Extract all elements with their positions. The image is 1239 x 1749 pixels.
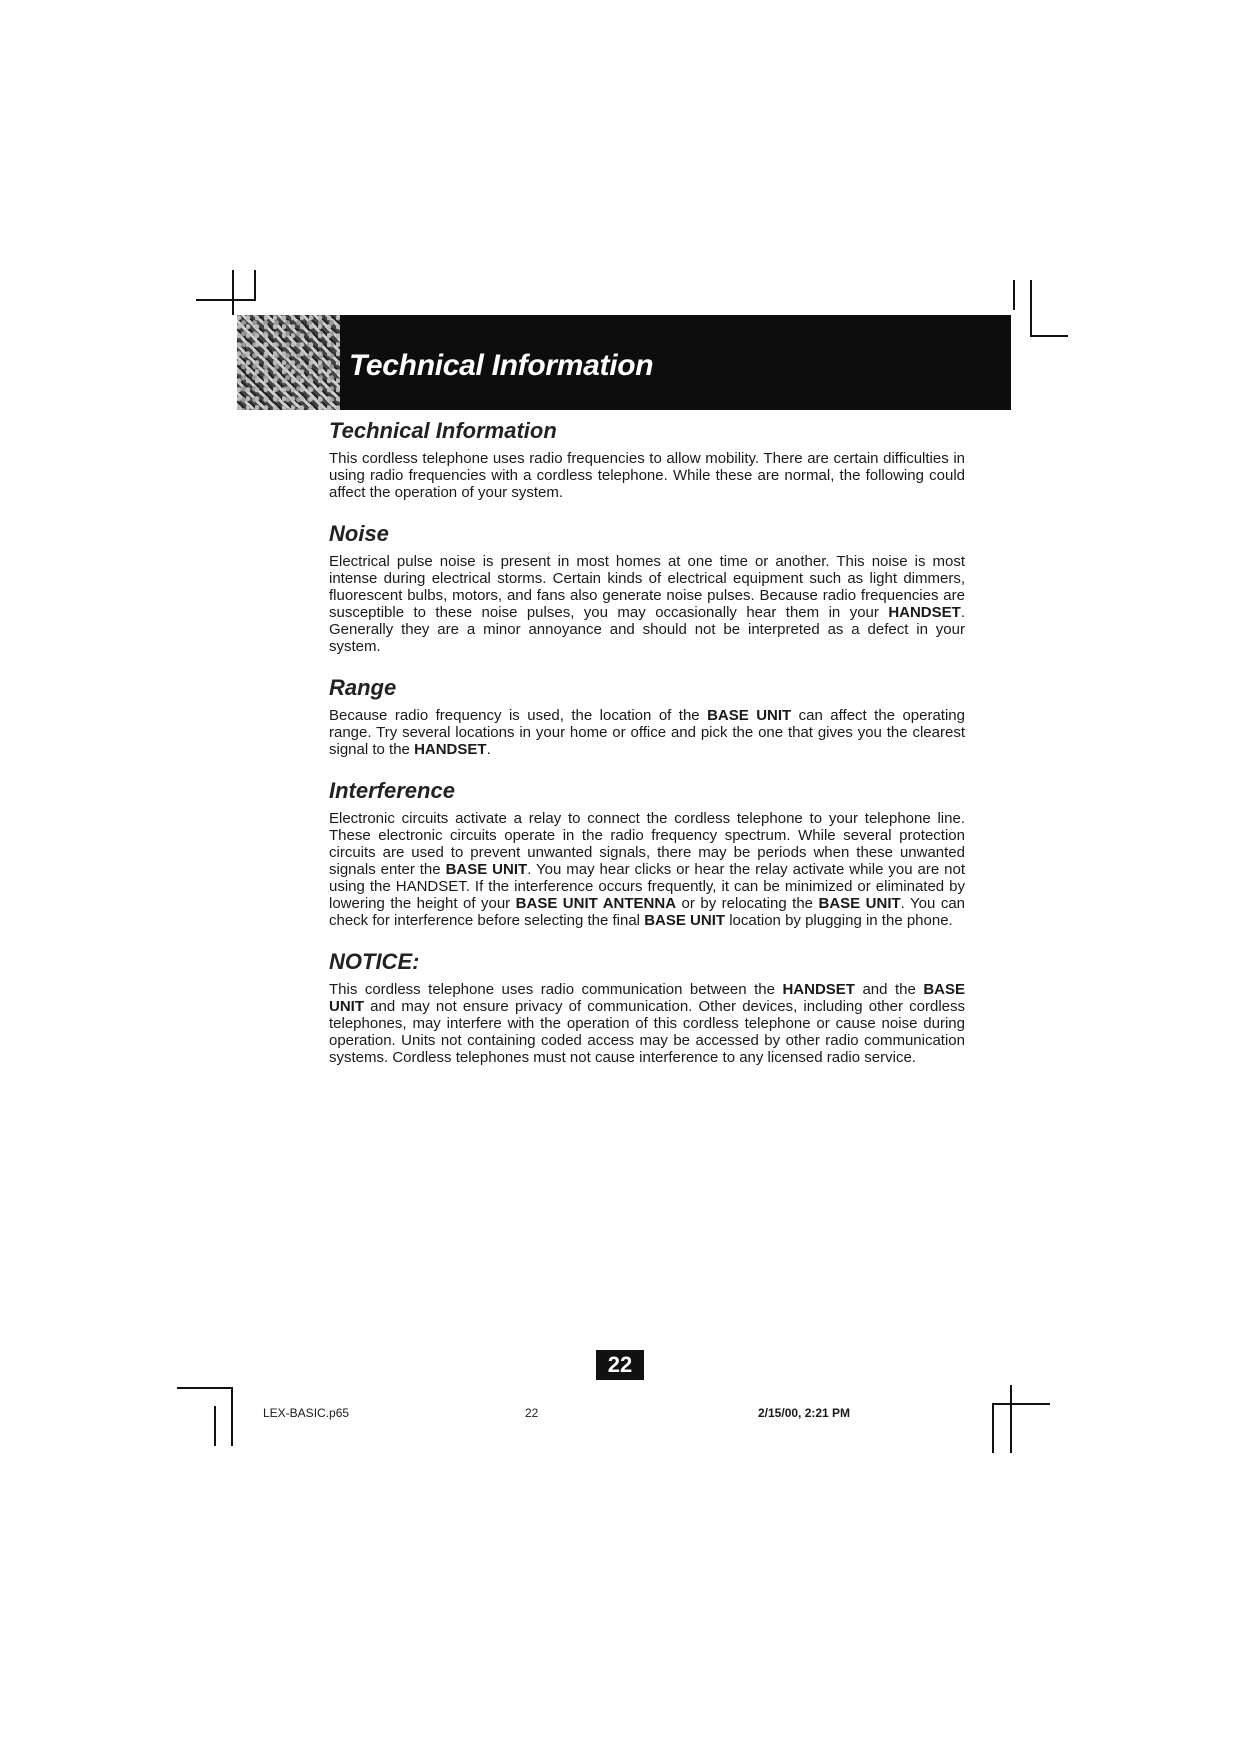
section-interference <box>329 778 965 929</box>
section-paragraph <box>329 810 965 929</box>
text-run: Electrical pulse noise is present in most homes at one time or another. This noise is most intense during electrical storms. Certain kinds of electrical equipment such as light dimmers, fluorescent bulbs, motors, and fans also generate noise pulses. Because radio frequencies are susceptible to these noise pulses, you may occasionally hear them in your <box>329 553 965 621</box>
text-run: or by relocating the <box>676 895 819 912</box>
bold-term: BASE UNIT <box>329 981 965 1015</box>
section-heading: Noise <box>329 521 389 546</box>
crop-mark-top-right <box>1013 280 1015 310</box>
text-run: Electronic circuits activate a relay to connect the cordless telephone to your telephone line. These electronic circuits operate in the radio frequency spectrum. While several protection circuits are used to prevent unwanted signals, there may be periods when these unwanted signals enter the <box>329 810 965 878</box>
text-run: location by plugging in the phone. <box>725 912 953 929</box>
text-run: can affect the operating range. Try several locations in your home or office and pick the one that gives you the clearest signal to the <box>329 707 965 758</box>
text-run: and may not ensure privacy of communication. Other devices, including other cordless telephones, may interfere with the operation of this cordless telephone or cause noise during operation. Units not containing coded access may be accessed by other radio communication systems. Cordless telephones must not cause interference to any licensed radio service. <box>329 998 965 1066</box>
bold-term: HANDSET <box>782 981 855 998</box>
footer-page-number: 22 <box>525 1406 539 1420</box>
section-paragraph <box>329 707 965 758</box>
section-paragraph <box>329 981 965 1066</box>
text-run: Because radio frequency is used, the location of the <box>329 707 708 724</box>
section-heading: NOTICE: <box>329 949 420 974</box>
crop-mark-bottom-left <box>214 1406 216 1446</box>
crop-mark-bottom-left <box>177 1387 231 1389</box>
crop-mark-bottom-left <box>231 1387 233 1446</box>
text-run: . You may hear clicks or hear the relay activate while you are not using the HANDSET. If the interference occurs frequently, it can be minimized or eliminated by lowering the height of your <box>329 861 965 912</box>
text-run: . You can check for interference before selecting the final <box>329 895 966 929</box>
text-run: This cordless telephone uses radio communication between the <box>329 981 783 998</box>
main-content <box>329 418 965 1086</box>
crop-mark-bottom-right <box>1010 1385 1012 1453</box>
section-heading: Technical Information <box>329 418 557 443</box>
bold-term: BASE UNIT <box>818 895 901 912</box>
section-paragraph <box>329 553 965 655</box>
crop-mark-top-right <box>1030 280 1032 336</box>
section-heading: Interference <box>329 778 455 803</box>
bold-term: BASE UNIT <box>445 861 528 878</box>
bold-term: HANDSET <box>888 604 961 621</box>
banner-texture-graphic <box>237 315 340 410</box>
text-run: This cordless telephone uses radio frequencies to allow mobility. There are certain difficulties in using radio frequencies with a cordless telephone. While these are normal, the following could affect the operation of your system. <box>329 450 965 501</box>
crop-mark-top-left <box>254 270 256 300</box>
text-run: . <box>486 741 491 758</box>
crop-mark-bottom-right <box>992 1403 994 1453</box>
text-run: and the <box>854 981 924 998</box>
bold-term: BASE UNIT ANTENNA <box>515 895 677 912</box>
footer-timestamp: 2/15/00, 2:21 PM <box>758 1406 851 1420</box>
footer-filename: LEX-BASIC.p65 <box>263 1406 350 1420</box>
header-banner <box>237 315 1011 410</box>
section-paragraph <box>329 450 965 501</box>
crop-mark-top-right <box>1030 335 1068 337</box>
bold-term: HANDSET <box>414 741 487 758</box>
section-notice <box>329 949 965 1066</box>
section-technical-information <box>329 418 965 501</box>
banner-title: Technical Information <box>349 349 654 382</box>
crop-mark-top-left <box>196 299 256 301</box>
section-noise <box>329 521 965 655</box>
section-range <box>329 675 965 758</box>
page-number-badge: 22 <box>596 1350 644 1380</box>
section-heading: Range <box>329 675 397 700</box>
crop-mark-top-left <box>232 270 234 315</box>
text-run: . Generally they are a minor annoyance and should not be interpreted as a defect in your system. <box>329 604 965 655</box>
bold-term: BASE UNIT <box>707 707 792 724</box>
crop-mark-bottom-right <box>992 1403 1050 1405</box>
bold-term: BASE UNIT <box>644 912 726 929</box>
